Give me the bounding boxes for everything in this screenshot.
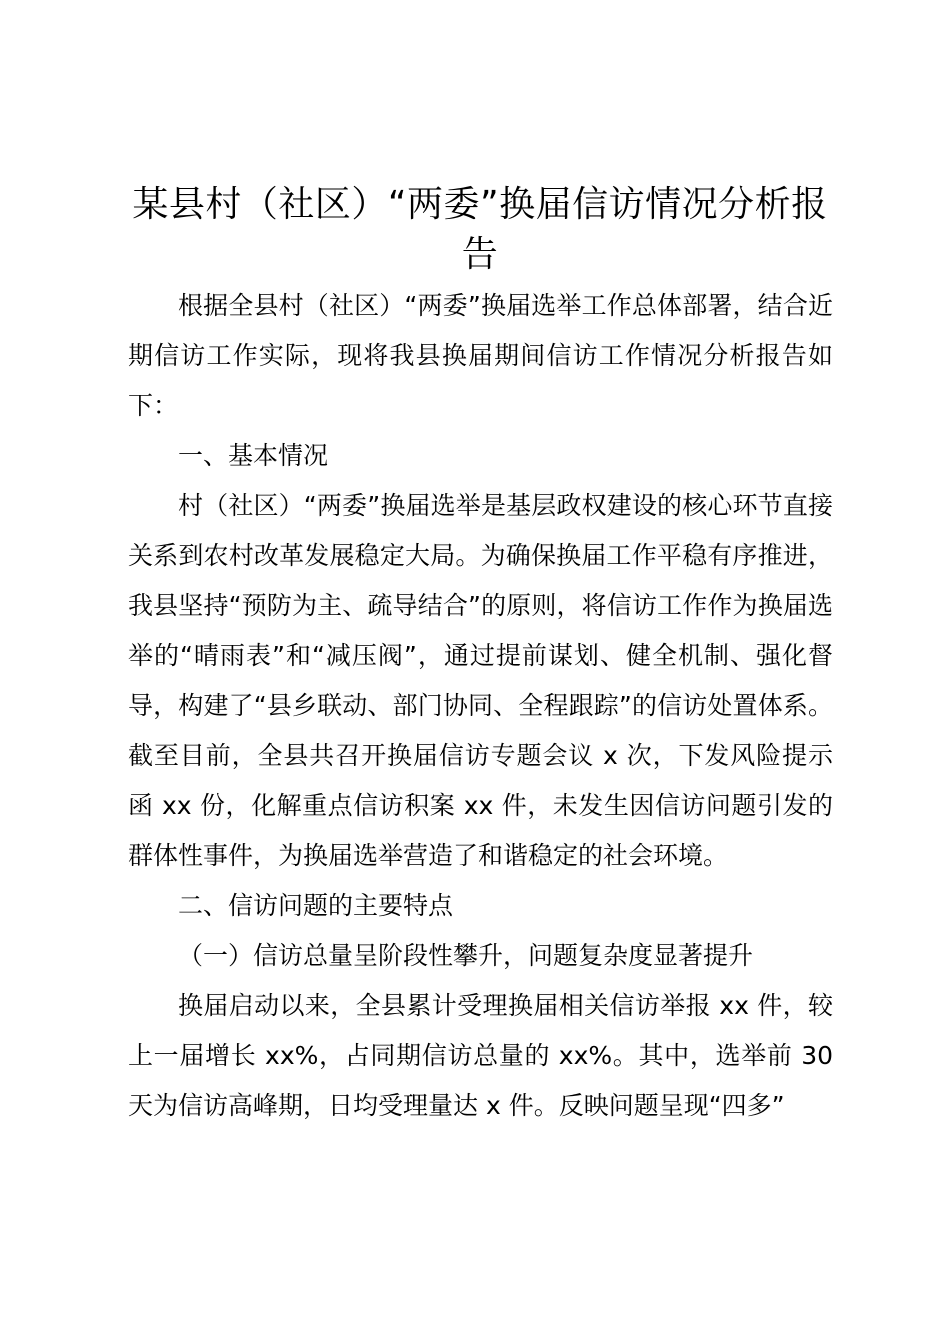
basic-situation-paragraph: 村（社区）“两委”换届选举是基层政权建设的核心环节直接关系到农村改革发展稳定大局。为确保换届工作平稳有序推进，我县坚持“预防为主、疏导结合”的原则，将信访工作作为换届选举的“晴雨表”和“减压阀”，通过提前谋划、健全机制、强化督导，构建了“县乡联动、部门协同、全程跟踪”的信访处置体系。截至目前，全县共召开换届信访专题会议 x 次，下发风险提示函 xx 份，化解重点信访积案 xx 件，未发生因信访问题引发的群体性事件，为换届选举营造了和谐稳定的社会环境。 — [128, 491, 833, 870]
subsection-heading-1: （一）信访总量呈阶段性攀升，问题复杂度显著提升 — [178, 941, 754, 970]
document-body — [128, 281, 833, 1131]
intro-paragraph: 根据全县村（社区）“两委”换届选举工作总体部署，结合近期信访工作实际，现将我县换届期间信访工作情况分析报告如下： — [128, 291, 833, 420]
features-paragraph: 换届启动以来，全县累计受理换届相关信访举报 xx 件，较上一届增长 xx%，占同期信访总量的 xx%。其中，选举前 30 天为信访高峰期，日均受理量达 x 件。反映问题呈现“四多” — [128, 991, 833, 1120]
section-heading-basic-situation: 一、基本情况 — [178, 441, 329, 470]
document-title: 某县村（社区）“两委”换届信访情况分析报告 — [132, 184, 828, 275]
section-heading-main-features: 二、信访问题的主要特点 — [178, 891, 454, 920]
